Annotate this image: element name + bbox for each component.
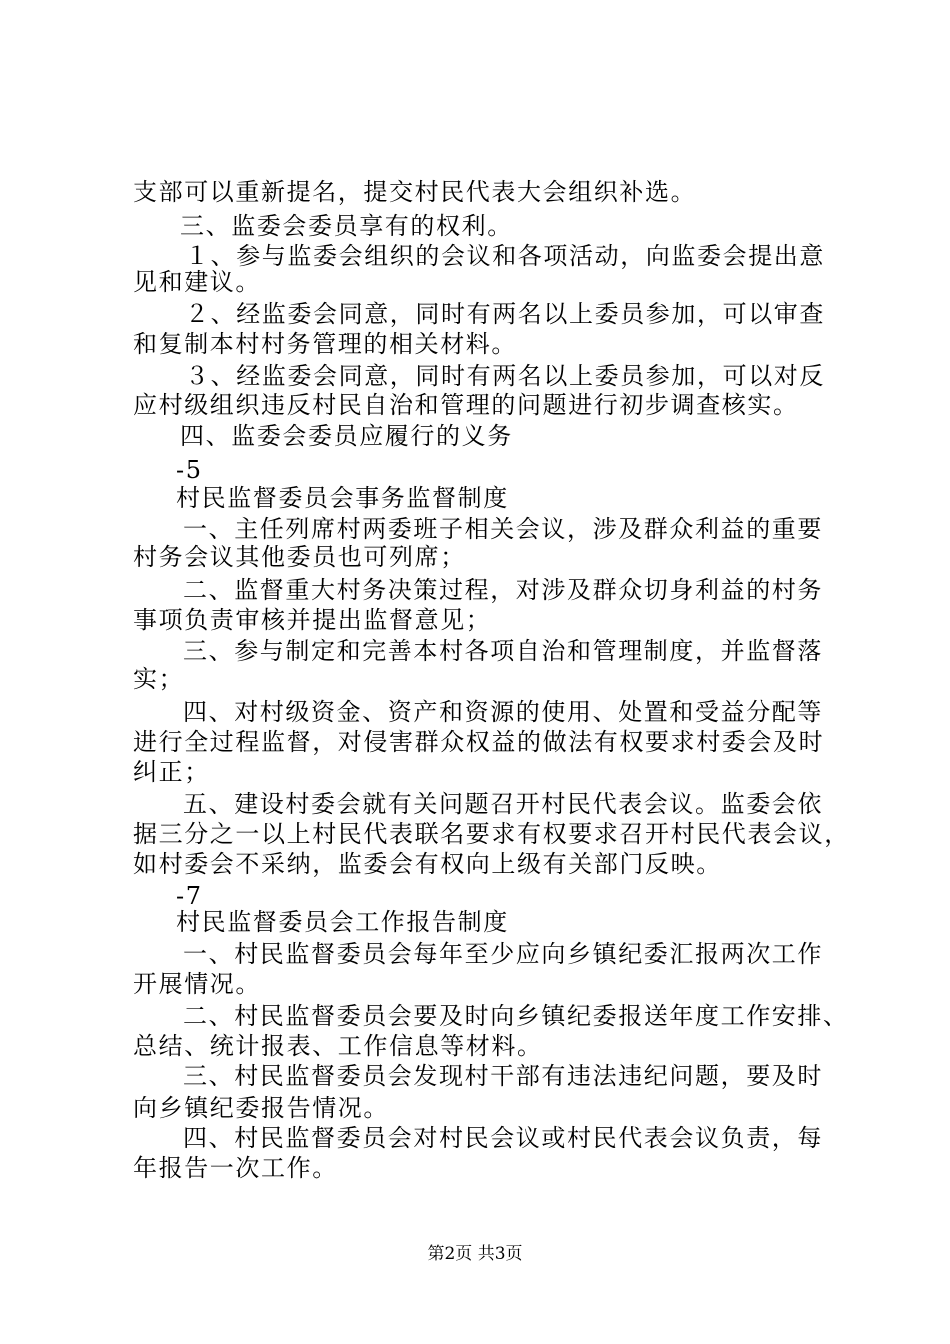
text-line: 三、村民监督委员会发现村干部有违法违纪问题，要及时 — [183, 1062, 823, 1090]
text-line: 年报告一次工作。 — [133, 1154, 338, 1182]
text-line: ３、经监委会同意，同时有两名以上委员参加，可以对反 — [185, 362, 825, 390]
text-line: 见和建议。 — [133, 268, 261, 296]
text-line: １、参与监委会组织的会议和各项活动，向监委会提出意 — [185, 242, 825, 270]
text-line: 开展情况。 — [133, 970, 261, 998]
document-title: 村民监督委员会工作报告制度 — [176, 908, 509, 936]
text-line: 应村级组织违反村民自治和管理的问题进行初步调查核实。 — [133, 391, 799, 419]
text-line: 村务会议其他委员也可列席； — [133, 543, 466, 571]
text-line: 进行全过程监督，对侵害群众权益的做法有权要求村委会及时 — [133, 728, 825, 756]
text-line: 四、村民监督委员会对村民会议或村民代表会议负责，每 — [183, 1124, 823, 1152]
text-line: 支部可以重新提名，提交村民代表大会组织补选。 — [133, 178, 697, 206]
page-marker: -5 — [176, 456, 203, 484]
text-line: ２、经监委会同意，同时有两名以上委员参加，可以审查 — [185, 300, 825, 328]
text-line: 实； — [133, 665, 185, 693]
text-line: 二、村民监督委员会要及时向乡镇纪委报送年度工作安排、 — [183, 1002, 849, 1030]
text-line: 三、参与制定和完善本村各项自治和管理制度，并监督落 — [183, 637, 823, 665]
text-line: 一、主任列席村两委班子相关会议，涉及群众利益的重要 — [183, 515, 823, 543]
text-line: 据三分之一以上村民代表联名要求有权要求召开村民代表会议， — [133, 820, 850, 848]
text-line: 四、对村级资金、资产和资源的使用、处置和受益分配等 — [183, 698, 823, 726]
text-line: 和复制本村村务管理的相关材料。 — [133, 330, 517, 358]
text-line: 纠正； — [133, 758, 210, 786]
text-line: 二、监督重大村务决策过程，对涉及群众切身利益的村务 — [183, 576, 823, 604]
text-line: 总结、统计报表、工作信息等材料。 — [133, 1032, 543, 1060]
section-heading: 三、监委会委员享有的权利。 — [180, 212, 513, 240]
section-heading: 四、监委会委员应履行的义务 — [180, 422, 513, 450]
page-marker: -7 — [176, 882, 203, 910]
text-line: 一、村民监督委员会每年至少应向乡镇纪委汇报两次工作 — [183, 940, 823, 968]
text-line: 事项负责审核并提出监督意见； — [133, 606, 492, 634]
text-line: 向乡镇纪委报告情况。 — [133, 1094, 389, 1122]
document-title: 村民监督委员会事务监督制度 — [176, 484, 509, 512]
text-line: 如村委会不采纳，监委会有权向上级有关部门反映。 — [133, 850, 722, 878]
text-line: 五、建设村委会就有关问题召开村民代表会议。监委会依 — [183, 790, 823, 818]
page-number-footer: 第2页 共3页 — [427, 1244, 523, 1264]
